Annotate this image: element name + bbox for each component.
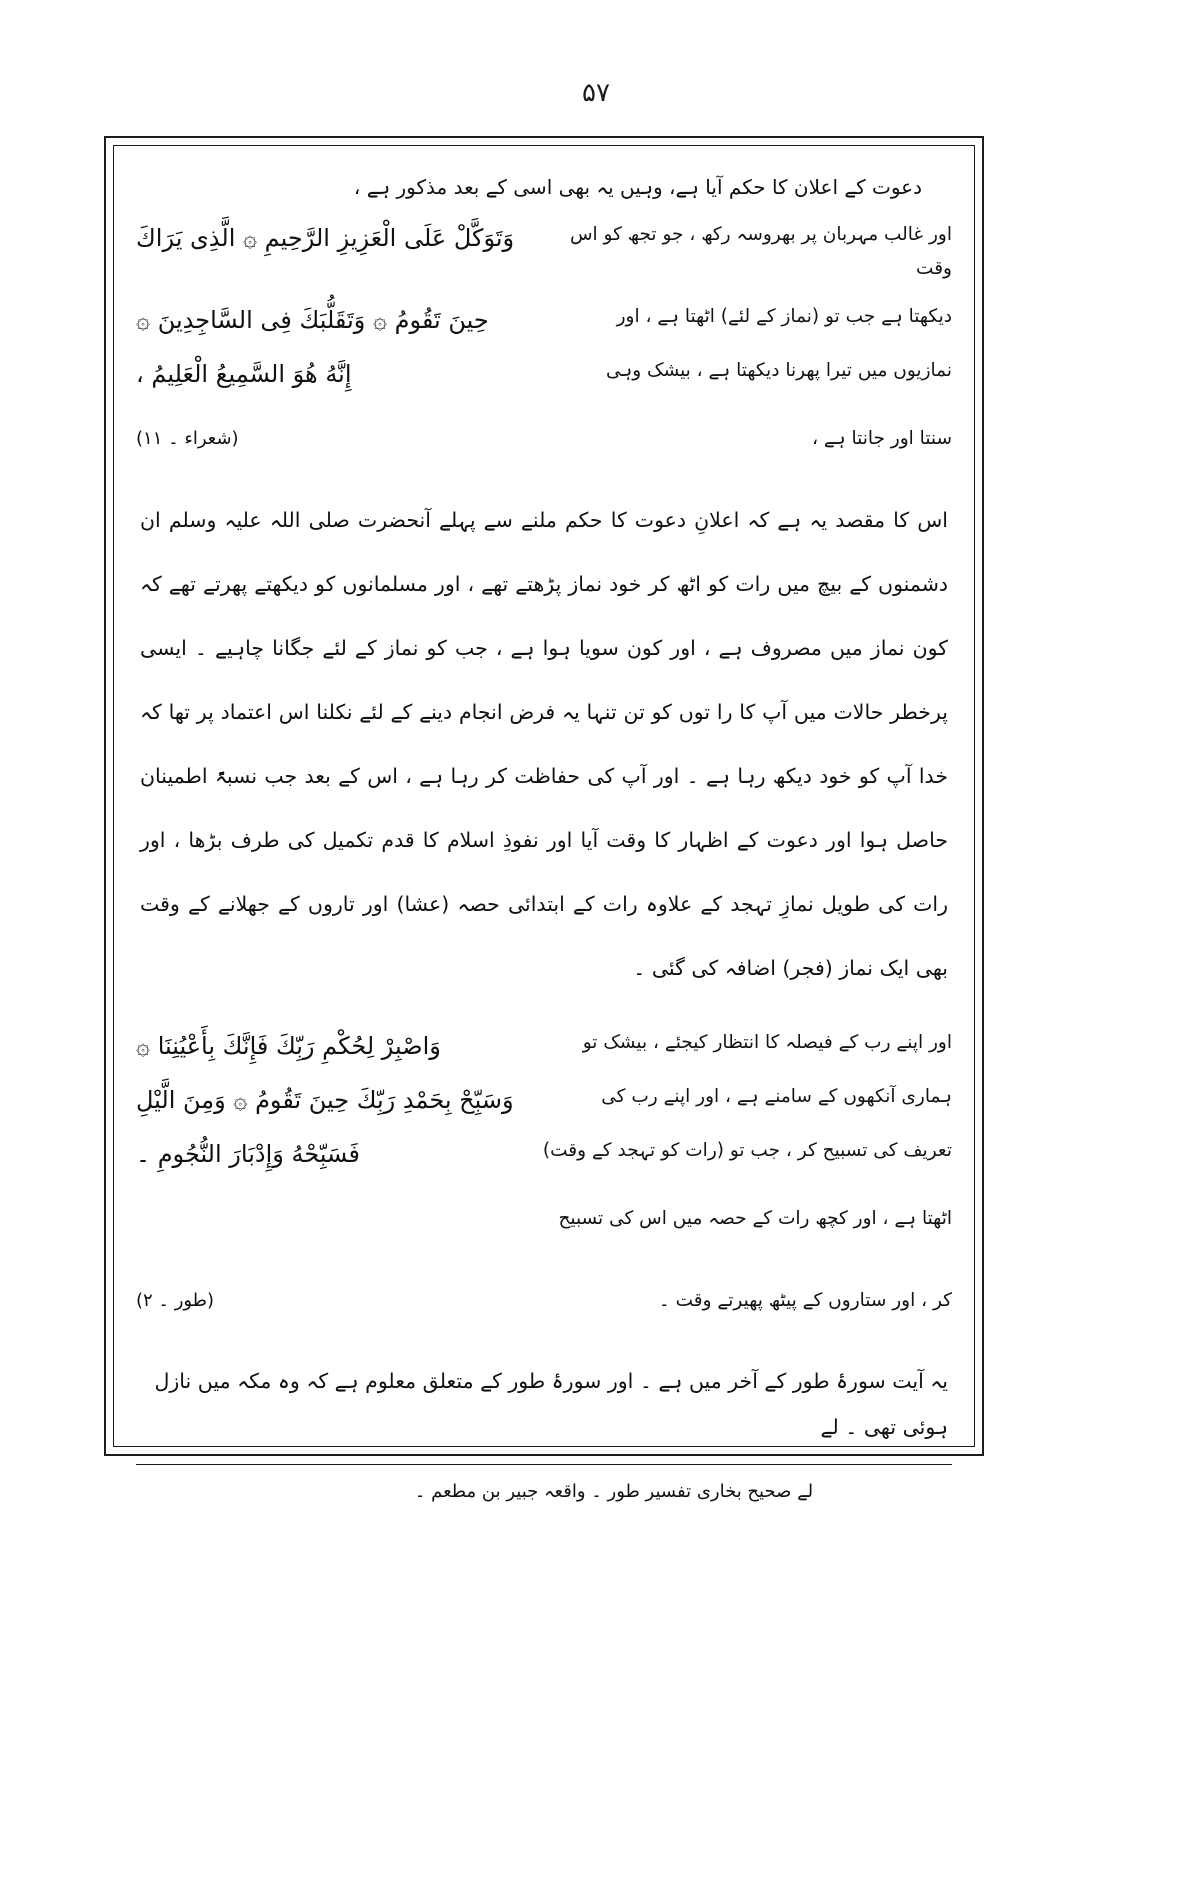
- verse-reference: (طور ۔ ۲): [136, 1290, 215, 1311]
- body-paragraph: اس کا مقصد یہ ہے کہ اعلانِ دعوت کا حکم ملنے سے پہلے آنحضرت صلی اللہ علیہ وسلم ان دشمنوں کے بیچ میں رات کو اٹھ کر خود نماز پڑھتے تھے ، اور مسلمانوں کو دیکھتے پھرتے تھے کہ کون نماز میں مصروف ہے ، اور کون سویا ہوا ہے ، جب کو نماز کے لئے جگانا چاہیے ۔ ایسی پرخطر حالات میں آپ کا را توں کو تن تنہا یہ فرض انجام دینے کے لئے نکلنا اس اعتماد پر تھا کہ خدا آپ کو خود دیکھ رہا ہے ۔ اور آپ کی حفاظت کر رہا ہے ، اس کے بعد جب نسبۃً اطمینان حاصل ہوا اور دعوت کے اظہار کا وقت آیا اور نفوذِ اسلام کا قدم تکمیل کی طرف بڑھا ، اور رات کی طویل نمازِ تہجد کے علاوہ رات کے ابتدائی حصہ (عشا) اور تاروں کے جھلانے کے وقت بھی ایک نماز (فجر) اضافہ کی گئی ۔: [140, 508, 948, 980]
- verse-translation: ہماری آنکھوں کے سامنے ہے ، اور اپنے رب کی: [601, 1086, 952, 1107]
- verse-translation: اور غالب مہربان پر بھروسہ رکھ ، جو تجھ کو اس وقت: [569, 224, 952, 279]
- quote-block-two: [136, 1026, 952, 1332]
- verse-row: [136, 218, 952, 286]
- verse-translation: نمازیوں میں تیرا پھرنا دیکھتا ہے ، بیشک وہی: [605, 360, 952, 381]
- spacer: [136, 1010, 952, 1020]
- verse-tail: [136, 408, 952, 470]
- verse-arabic: وَتَوَكَّلْ عَلَى الْعَزِيزِ الرَّحِيمِ ۞ الَّذِى يَرَاكَ: [136, 224, 515, 252]
- verse-row: [136, 1134, 952, 1174]
- verse-reference: (شعراء ۔ ۱۱): [136, 428, 239, 449]
- verse-arabic: إِنَّهُ هُوَ السَّمِيعُ الْعَلِيمُ ،: [136, 360, 352, 388]
- verse-row: [136, 354, 952, 394]
- page-number: ۵۷: [582, 78, 610, 108]
- quote-block-one: [136, 218, 952, 470]
- verse-tail: [136, 1270, 952, 1332]
- page-content: [136, 166, 952, 1502]
- page-border-inner: [113, 145, 975, 1502]
- verse-arabic: حِينَ تَقُومُ ۞ وَتَقَلُّبَكَ فِى السَّاجِدِينَ ۞: [136, 306, 489, 334]
- verse-extra-translation: اٹھتا ہے ، اور کچھ رات کے حصہ میں اس کی تسبیح: [558, 1208, 952, 1229]
- verse-arabic: وَاصْبِرْ لِحُكْمِ رَبِّكَ فَإِنَّكَ بِأَعْيُنِنَا ۞: [136, 1032, 441, 1060]
- closing-note: یہ آیت سورۂ طور کے آخر میں ہے ۔ اور سورۂ طور کے متعلق معلوم ہے کہ وہ مکہ میں نازل ہوئی تھی ۔ لے: [154, 1369, 948, 1439]
- verse-translation: دیکھتا ہے جب تو (نماز کے لئے) اٹھتا ہے ، اور: [616, 306, 952, 327]
- verse-arabic: فَسَبِّحْهُ وَإِدْبَارَ النُّجُومِ ۔: [136, 1140, 360, 1168]
- spacer: [136, 1250, 952, 1260]
- verse-translation: اور اپنے رب کے فیصلہ کا انتظار کیجئے ، بیشک تو: [582, 1032, 952, 1053]
- footnote: لے صحیح بخاری تفسیر طور ۔ واقعہ جبیر بن مطعم ۔: [414, 1481, 814, 1502]
- intro-line: دعوت کے اعلان کا حکم آیا ہے، وہیں یہ بھی اسی کے بعد مذکور ہے ،: [353, 175, 922, 199]
- verse-row: [136, 1080, 952, 1120]
- verse-arabic: وَسَبِّحْ بِحَمْدِ رَبِّكَ حِينَ تَقُومُ ۞ وَمِنَ الَّيْلِ: [136, 1086, 514, 1114]
- verse-tail-text: سنتا اور جانتا ہے ،: [812, 428, 952, 449]
- page-border-outer: [104, 136, 984, 1502]
- footnote-divider: [136, 1464, 952, 1465]
- verse-row: [136, 1026, 952, 1066]
- verse-row: [136, 300, 952, 340]
- verse-translation: تعریف کی تسبیح کر ، جب تو (رات کو تہجد کے وقت): [542, 1140, 952, 1161]
- verse-tail-text: کر ، اور ستاروں کے پیٹھ پھیرتے وقت ۔: [658, 1290, 952, 1311]
